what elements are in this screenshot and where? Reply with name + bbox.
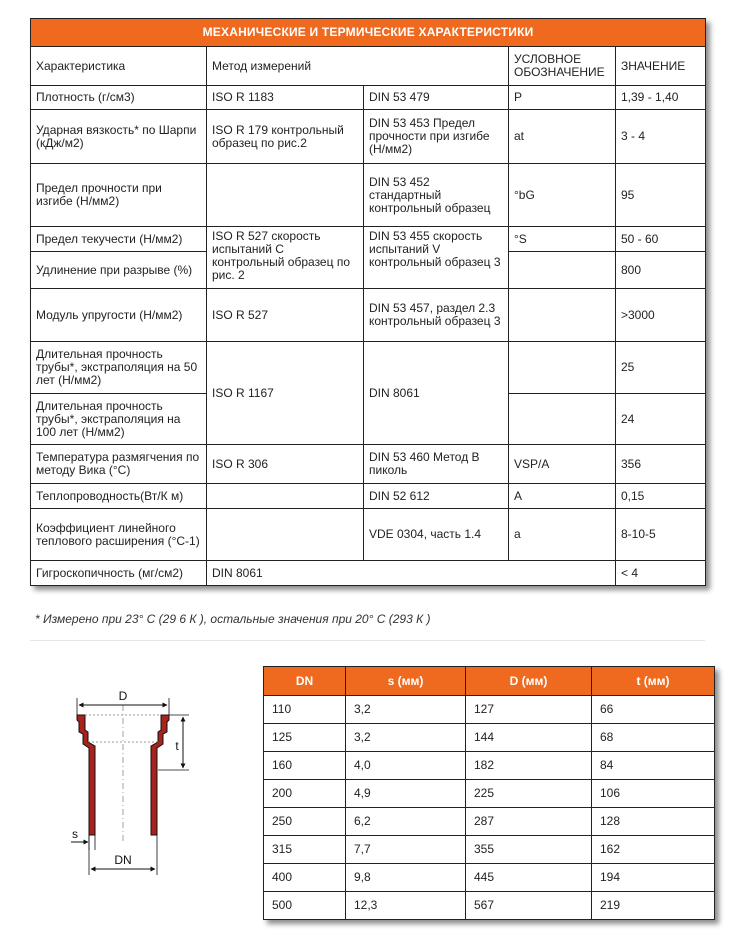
row-symbol [509, 289, 616, 342]
row-symbol [509, 394, 616, 445]
table-row [264, 864, 715, 892]
row-value: 800 [616, 252, 706, 289]
dims-body [264, 696, 715, 920]
table-row [31, 110, 706, 164]
dim-t-label: t [175, 739, 179, 753]
cell-s: 4,9 [346, 780, 466, 808]
cell-s: 3,2 [346, 696, 466, 724]
row-iso: ISO R 179 контрольный образец по рис.2 [207, 110, 364, 164]
header-s: s (мм) [346, 667, 466, 696]
table-row [31, 164, 706, 227]
row-iso [207, 509, 364, 561]
cell-t: 84 [592, 752, 715, 780]
row-iso [207, 164, 364, 227]
dim-dn-label: DN [114, 853, 132, 867]
cell-s: 4,0 [346, 752, 466, 780]
row-din: DIN 53 452 стандартный контрольный образец [364, 164, 509, 227]
row-value: < 4 [616, 561, 706, 586]
row-value: 24 [616, 394, 706, 445]
dim-s-label: s [72, 827, 78, 841]
cell-t: 66 [592, 696, 715, 724]
header-d: D (мм) [466, 667, 592, 696]
header-characteristic: Характеристика [31, 47, 207, 86]
cell-dn: 125 [264, 724, 346, 752]
table-row [31, 86, 706, 110]
cell-t: 68 [592, 724, 715, 752]
row-value: 8-10-5 [616, 509, 706, 561]
row-din: DIN 53 457, раздел 2.3 контрольный образец 3 [364, 289, 509, 342]
cell-d: 144 [466, 724, 592, 752]
row-iso: ISO R 527 [207, 289, 364, 342]
cell-d: 355 [466, 836, 592, 864]
header-symbol: УСЛОВНОЕ ОБОЗНАЧЕНИЕ [509, 47, 616, 86]
pipe-socket-diagram [55, 690, 205, 880]
row-value: 25 [616, 342, 706, 394]
row-symbol [509, 252, 616, 289]
row-value: 50 - 60 [616, 227, 706, 252]
row-din: DIN 53 479 [364, 86, 509, 110]
row-name: Длительная прочность трубы*, экстраполяция на 100 лет (Н/мм2) [31, 394, 207, 445]
row-value: 1,39 - 1,40 [616, 86, 706, 110]
table-row [264, 780, 715, 808]
cell-dn: 160 [264, 752, 346, 780]
cell-t: 128 [592, 808, 715, 836]
table-row [264, 836, 715, 864]
row-din: VDE 0304, часть 1.4 [364, 509, 509, 561]
table-header-row [31, 47, 706, 86]
row-din: DIN 53 455 скорость испытаний V контрольный образец 3 [364, 227, 509, 289]
row-value: >3000 [616, 289, 706, 342]
characteristics-table [30, 18, 706, 586]
table-row [31, 561, 706, 586]
dimensions-table-wrapper [263, 666, 715, 920]
header-dn: DN [264, 667, 346, 696]
row-din: DIN 53 460 Метод В пиколь [364, 445, 509, 484]
row-value: 356 [616, 445, 706, 484]
row-iso: ISO R 1167 [207, 342, 364, 445]
table-row [31, 342, 706, 394]
footnote: * Измерено при 23° С (29 6 К ), остальные значения при 20° С (293 К ) [35, 612, 431, 626]
row-symbol [509, 342, 616, 394]
row-din: DIN 52 612 [364, 484, 509, 509]
row-name: Модуль упругости (Н/мм2) [31, 289, 207, 342]
row-method: DIN 8061 [207, 561, 616, 586]
row-name: Предел прочности при изгибе (Н/мм2) [31, 164, 207, 227]
row-value: 95 [616, 164, 706, 227]
row-symbol: A [509, 484, 616, 509]
table-row [31, 484, 706, 509]
row-name: Теплопроводность(Вт/К м) [31, 484, 207, 509]
divider [30, 640, 705, 641]
row-name: Температура размягчения по методу Вика (°С) [31, 445, 207, 484]
header-t: t (мм) [592, 667, 715, 696]
cell-d: 445 [466, 864, 592, 892]
row-name: Плотность (г/см3) [31, 86, 207, 110]
row-symbol: a [509, 509, 616, 561]
table-row [31, 509, 706, 561]
cell-s: 12,3 [346, 892, 466, 920]
row-name: Удлинение при разрыве (%) [31, 252, 207, 289]
pipe-left-wall [77, 715, 95, 835]
table-row [264, 752, 715, 780]
cell-d: 225 [466, 780, 592, 808]
row-symbol: VSP/A [509, 445, 616, 484]
row-symbol: P [509, 86, 616, 110]
cell-t: 194 [592, 864, 715, 892]
dimensions-table [263, 666, 715, 920]
row-name: Длительная прочность трубы*, экстраполяция на 50 лет (Н/мм2) [31, 342, 207, 394]
row-name: Предел текучести (Н/мм2) [31, 227, 207, 252]
row-iso: ISO R 527 скорость испытаний С контрольный образец по рис. 2 [207, 227, 364, 289]
cell-dn: 400 [264, 864, 346, 892]
table-row [31, 445, 706, 484]
header-method: Метод измерений [207, 47, 509, 86]
table-row [31, 289, 706, 342]
row-iso [207, 484, 364, 509]
table-row [264, 696, 715, 724]
characteristics-table-wrapper [30, 18, 706, 586]
cell-s: 7,7 [346, 836, 466, 864]
cell-t: 162 [592, 836, 715, 864]
row-value: 3 - 4 [616, 110, 706, 164]
cell-s: 6,2 [346, 808, 466, 836]
cell-d: 287 [466, 808, 592, 836]
cell-dn: 250 [264, 808, 346, 836]
table-title: МЕХАНИЧЕСКИЕ И ТЕРМИЧЕСКИЕ ХАРАКТЕРИСТИКИ [31, 19, 706, 47]
row-iso: ISO R 306 [207, 445, 364, 484]
cell-dn: 200 [264, 780, 346, 808]
table-row [31, 227, 706, 252]
row-symbol: at [509, 110, 616, 164]
row-name: Ударная вязкость* по Шарпи (кДж/м2) [31, 110, 207, 164]
cell-dn: 500 [264, 892, 346, 920]
table-row [264, 892, 715, 920]
row-iso: ISO R 1183 [207, 86, 364, 110]
cell-t: 219 [592, 892, 715, 920]
cell-dn: 110 [264, 696, 346, 724]
header-value: ЗНАЧЕНИЕ [616, 47, 706, 86]
dims-header-row [264, 667, 715, 696]
row-name: Коэффициент линейного теплового расширения (°С-1) [31, 509, 207, 561]
cell-s: 9,8 [346, 864, 466, 892]
cell-dn: 315 [264, 836, 346, 864]
pipe-right-wall [151, 715, 169, 835]
row-din: DIN 8061 [364, 342, 509, 445]
cell-d: 127 [466, 696, 592, 724]
row-name: Гигроскопичность (мг/см2) [31, 561, 207, 586]
table-row [264, 724, 715, 752]
table-row [264, 808, 715, 836]
cell-d: 182 [466, 752, 592, 780]
cell-s: 3,2 [346, 724, 466, 752]
row-din: DIN 53 453 Предел прочности при изгибе (Н/мм2) [364, 110, 509, 164]
cell-t: 106 [592, 780, 715, 808]
row-symbol: °S [509, 227, 616, 252]
row-value: 0,15 [616, 484, 706, 509]
row-symbol: °bG [509, 164, 616, 227]
dim-d-label: D [118, 690, 128, 703]
cell-d: 567 [466, 892, 592, 920]
